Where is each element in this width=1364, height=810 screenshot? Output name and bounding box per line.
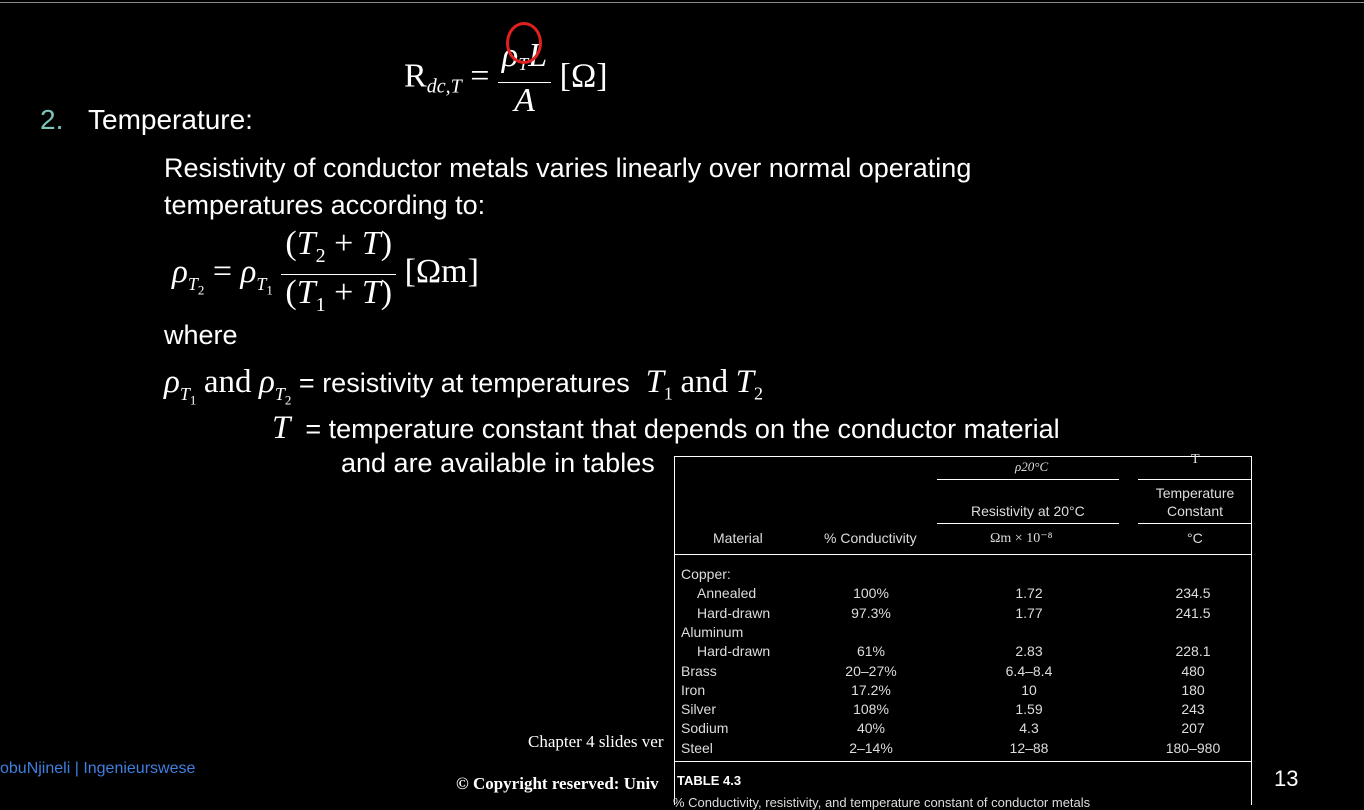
header-conductivity: % Conductivity	[824, 530, 917, 546]
table-cell-conductivity: 100%	[853, 585, 889, 601]
dc-resistance-formula: $R_{dc,T}$ = $\frac{\rho_TL}{A}$ [Ω]	[404, 37, 608, 119]
table-row-material: Copper:	[681, 566, 731, 582]
table-cell-resistivity: 2.83	[1015, 643, 1043, 659]
definition-line-3: and are available in tables	[341, 448, 655, 478]
table-cell-temp: 243	[1181, 701, 1205, 717]
formula-denominator: A	[514, 82, 535, 119]
table-cell-conductivity: 108%	[853, 701, 889, 717]
where-label: where	[164, 320, 238, 350]
table-cell-resistivity: 1.77	[1015, 605, 1043, 621]
formula-lhs-subscript: dc,T	[426, 75, 462, 98]
table-cell-temp: 480	[1181, 663, 1205, 679]
and-word-1: and	[203, 364, 252, 400]
conductor-table	[673, 452, 1252, 810]
formula-lhs: R	[404, 57, 427, 95]
definition-line-2: T = temperature constant that depends on the conductor material	[272, 410, 1060, 446]
table-cell-resistivity: 1.59	[1015, 701, 1043, 717]
table-cell-conductivity: 20–27%	[845, 663, 897, 679]
definition-line-1: $\rho_{T_1}$ and $\rho_{T_2}$ = resistivity at temperatures $T_1$ and $T_2$	[164, 364, 763, 408]
table-row-material: Brass	[681, 663, 717, 679]
top-divider	[0, 2, 1364, 3]
table-row-material: Silver	[681, 701, 717, 717]
table-cell-conductivity: 61%	[856, 643, 886, 659]
table-row-material: Aluminum	[681, 624, 744, 640]
formula-numerator: L	[528, 37, 548, 74]
section-title: Temperature:	[88, 104, 253, 135]
header-material: Material	[713, 530, 763, 546]
table-caption: TABLE 4.3	[677, 773, 742, 788]
definition-1-text: = resistivity at temperatures	[298, 368, 630, 398]
table-cell-temp: 241.5	[1175, 605, 1211, 621]
temperature-formula-unit: [Ωm]	[404, 253, 479, 291]
header-resistivity: Resistivity at 20°C	[971, 503, 1085, 519]
brand-footer: obuNjineli | Ingenieurswese	[0, 760, 196, 777]
rho-symbol: ρ20°C	[1015, 459, 1049, 474]
table-row-material: Hard-drawn	[697, 605, 771, 621]
formula-unit: [Ω]	[559, 57, 608, 95]
highlight-circle	[506, 22, 542, 64]
table-cell-temp: 234.5	[1175, 585, 1211, 601]
table-row-material: Iron	[681, 682, 706, 698]
page-number: 13	[1274, 766, 1299, 791]
table-cell-resistivity: 4.3	[1019, 720, 1039, 736]
table-row-material: Sodium	[681, 720, 729, 736]
header-temp-unit: °C	[1187, 530, 1203, 546]
header-temp-constant: Temperature Constant	[1155, 485, 1235, 519]
table-cell-temp: 180	[1181, 682, 1205, 698]
copyright-footer: © Copyright reserved: Univ	[456, 774, 659, 793]
table-cell-resistivity: 10	[1021, 682, 1037, 698]
table-cell-resistivity: 1.72	[1015, 585, 1043, 601]
paragraph-text: Resistivity of conductor metals varies linearly over normal operating temperatures according to:	[164, 153, 972, 220]
and-word-2: and	[680, 364, 729, 400]
temperature-formula: $\rho_{T_2} = \rho_{T_1}$ $\frac{(T_2 + T)}{(T_1 + T)}$ [Ωm]	[172, 225, 479, 316]
table-cell-temp: 207	[1181, 720, 1205, 736]
table-row-material: Steel	[681, 740, 713, 756]
section-number: 2.	[40, 104, 64, 135]
table-cell-conductivity: 17.2%	[851, 682, 891, 698]
t-symbol: T	[1191, 452, 1200, 467]
table-cell-resistivity: 12–88	[1009, 740, 1049, 756]
table-cell-conductivity: 2–14%	[849, 740, 893, 756]
table-cell-temp: 180–980	[1165, 740, 1221, 756]
chapter-footer: Chapter 4 slides ver	[528, 732, 664, 751]
table-cell-resistivity: 6.4–8.4	[1005, 663, 1053, 679]
header-resistivity-unit: Ωm × 10⁻⁸	[990, 531, 1053, 546]
table-cell-conductivity: 97.3%	[851, 605, 891, 621]
table-cell-conductivity: 40%	[856, 720, 886, 736]
table-row-material: Hard-drawn	[697, 643, 771, 659]
table-cell-temp: 228.1	[1175, 643, 1211, 659]
table-row-material: Annealed	[697, 585, 757, 601]
table-subcaption: % Conductivity, resistivity, and temperature constant of conductor metals	[673, 795, 1091, 810]
definition-2-text: = temperature constant that depends on the conductor material	[305, 414, 1060, 444]
